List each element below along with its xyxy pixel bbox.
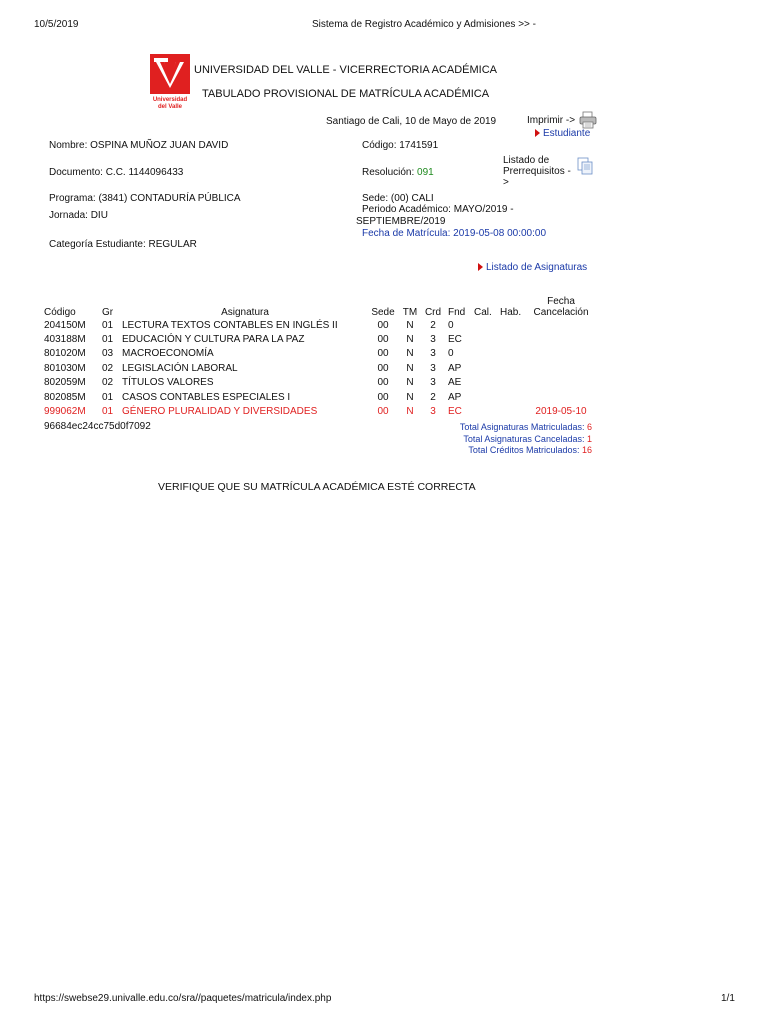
programa-row (49, 193, 241, 204)
print-page: 1/1 (721, 993, 735, 1004)
cell-cal (474, 332, 500, 346)
total-matriculadas (460, 422, 592, 434)
documento-value: C.C. 1144096433 (105, 167, 184, 178)
table-header-row (44, 290, 594, 318)
cell-crd: 3 (430, 406, 436, 418)
table-row (44, 361, 594, 375)
resolucion-row (362, 167, 434, 178)
periodo-value-2: SEPTIEMBRE/2019 (356, 216, 446, 227)
student-link-label: Estudiante (543, 128, 591, 139)
codigo-label: Código: (362, 140, 397, 151)
print-title: Sistema de Registro Académico y Admisiones >> - (312, 19, 536, 30)
categoria-row (49, 239, 197, 250)
periodo-value-1: MAYO/2019 - (453, 204, 514, 215)
logo-line2: del Valle (157, 104, 182, 110)
verify-message: VERIFIQUE QUE SU MATRÍCULA ACADÉMICA ESTÉ CORRECTA (158, 481, 476, 493)
total-creditos-value: 16 (581, 445, 592, 455)
cell-gr: 02 (102, 377, 114, 389)
table-row (44, 332, 594, 346)
categoria-label: Categoría Estudiante: (49, 239, 146, 250)
univalle-logo-icon (150, 54, 190, 94)
cell-sede: 00 (377, 362, 389, 374)
cell-crd: 3 (430, 362, 436, 374)
sede-label: Sede: (362, 193, 389, 204)
total-matriculadas-value: 6 (586, 422, 592, 432)
cell-fecha: 2019-05-10 (535, 406, 587, 418)
logo-line1: Universidad (152, 97, 188, 103)
cell-gr: 02 (102, 362, 114, 374)
resolucion-value: 091 (417, 167, 434, 178)
cell-codigo: 801030M (44, 362, 86, 374)
cell-asignatura: EDUCACIÓN Y CULTURA PARA LA PAZ (122, 334, 305, 346)
col-codigo: Código (44, 307, 76, 318)
cell-hab (500, 332, 528, 346)
cell-crd: 2 (430, 319, 436, 331)
cell-crd: 3 (430, 334, 436, 346)
nombre-row (49, 140, 228, 151)
document-copy-icon[interactable] (577, 157, 593, 178)
cell-fnd: AP (448, 362, 462, 374)
cell-fnd: EC (448, 334, 462, 346)
cell-asignatura: LECTURA TEXTOS CONTABLES EN INGLÉS II (122, 319, 338, 331)
cell-hab (500, 390, 528, 404)
total-creditos-label: Total Créditos Matriculados: (468, 445, 580, 455)
table-row (44, 390, 594, 404)
total-matriculadas-label: Total Asignaturas Matriculadas: (459, 422, 585, 432)
cell-tm: N (406, 362, 414, 374)
cell-fnd: 0 (448, 319, 454, 331)
print-date: 10/5/2019 (34, 19, 79, 30)
programa-value: (3841) CONTADURÍA PÚBLICA (98, 193, 241, 204)
col-sede: Sede (371, 307, 395, 318)
cell-tm: N (406, 334, 414, 346)
cell-cal (474, 376, 500, 390)
cell-asignatura: GÉNERO PLURALIDAD Y DIVERSIDADES (122, 406, 318, 418)
fecha-matricula: Fecha de Matrícula: 2019-05-08 00:00:00 (362, 228, 547, 239)
col-fecha-line2: Cancelación (533, 307, 589, 318)
cell-asignatura: MACROECONOMÍA (122, 348, 214, 360)
cell-tm: N (406, 406, 414, 418)
arrow-right-icon (535, 129, 540, 137)
total-canceladas-label: Total Asignaturas Canceladas: (463, 433, 585, 444)
programa-label: Programa: (49, 193, 96, 204)
cell-cal (474, 318, 500, 332)
documento-label: Documento: (49, 167, 103, 178)
document-title: TABULADO PROVISIONAL DE MATRÍCULA ACADÉMICA (202, 88, 490, 100)
cell-sede: 00 (377, 319, 389, 331)
codigo-value: 1741591 (399, 140, 439, 151)
student-link[interactable] (535, 128, 590, 139)
prerequisites-link[interactable]: Listado de Prerrequisitos -> (503, 155, 571, 188)
cell-crd: 3 (430, 348, 436, 360)
col-crd: Crd (424, 307, 442, 318)
cell-tm: N (406, 319, 414, 331)
sede-row (362, 193, 434, 204)
resolucion-label: Resolución: (362, 167, 415, 178)
print-url: https://swebse29.univalle.edu.co/sra//paquetes/matricula/index.php (34, 993, 332, 1004)
cell-hab (500, 376, 528, 390)
nombre-value: OSPINA MUÑOZ JUAN DAVID (90, 140, 229, 151)
cell-cal (474, 361, 500, 375)
cell-crd: 2 (430, 391, 436, 403)
cell-asignatura: TÍTULOS VALORES (122, 377, 214, 389)
cell-cal (474, 404, 500, 418)
col-gr: Gr (102, 307, 114, 318)
cell-fnd: EC (448, 406, 462, 418)
periodo-label: Periodo Académico: (362, 204, 451, 215)
cell-tm: N (406, 348, 414, 360)
col-asignatura: Asignatura (221, 307, 269, 318)
cell-fecha (528, 361, 594, 375)
cell-sede: 00 (377, 406, 389, 418)
asignaturas-link-label: Listado de Asignaturas (486, 262, 588, 273)
cell-codigo: 204150M (44, 319, 86, 331)
cell-hab (500, 347, 528, 361)
cell-cal (474, 347, 500, 361)
arrow-right-icon (478, 263, 483, 271)
university-title: UNIVERSIDAD DEL VALLE - VICERRECTORIA ACADÉMICA (194, 64, 497, 76)
jornada-value: DIU (90, 210, 108, 221)
cell-hab (500, 318, 528, 332)
print-link[interactable]: Imprimir -> (527, 115, 576, 126)
col-tm: TM (402, 307, 418, 318)
cell-codigo: 802059M (44, 377, 86, 389)
cell-fecha (528, 376, 594, 390)
cell-codigo: 999062M (44, 406, 86, 418)
cell-codigo: 403188M (44, 334, 86, 346)
cell-sede: 00 (377, 377, 389, 389)
col-fnd: Fnd (448, 307, 466, 318)
table-row-cancelled (44, 404, 594, 418)
documento-row (49, 167, 183, 178)
cell-fecha (528, 390, 594, 404)
cell-fnd: 0 (448, 348, 454, 360)
col-cal: Cal. (474, 307, 492, 318)
cell-hab (500, 361, 528, 375)
cell-asignatura: CASOS CONTABLES ESPECIALES I (122, 391, 291, 403)
cell-codigo: 802085M (44, 391, 86, 403)
cell-hab (500, 404, 528, 418)
col-hab: Hab. (500, 307, 522, 318)
codigo-row (362, 140, 438, 151)
cell-gr: 03 (102, 348, 114, 360)
categoria-value: REGULAR (148, 239, 197, 250)
asignaturas-link[interactable] (478, 262, 587, 273)
cell-fecha (528, 347, 594, 361)
cell-crd: 3 (430, 377, 436, 389)
total-creditos (460, 445, 592, 457)
cell-codigo: 801020M (44, 348, 86, 360)
cell-sede: 00 (377, 348, 389, 360)
table-row (44, 347, 594, 361)
table-row (44, 376, 594, 390)
cell-sede: 00 (377, 391, 389, 403)
cell-asignatura: LEGISLACIÓN LABORAL (122, 362, 238, 374)
place-date: Santiago de Cali, 10 de Mayo de 2019 (326, 116, 497, 127)
total-canceladas (460, 434, 592, 446)
cell-gr: 01 (102, 391, 114, 403)
cell-gr: 01 (102, 334, 114, 346)
cell-fecha (528, 332, 594, 346)
verification-hash: 96684ec24cc75d0f7092 (44, 421, 151, 432)
cell-fecha (528, 318, 594, 332)
col-fecha-line1: Fecha (547, 296, 575, 307)
cell-gr: 01 (102, 406, 114, 418)
table-row (44, 318, 594, 332)
cell-fnd: AE (448, 377, 462, 389)
total-canceladas-value: 1 (586, 433, 592, 444)
courses-table (44, 290, 594, 419)
cell-tm: N (406, 391, 414, 403)
univalle-logo (150, 54, 190, 110)
cell-sede: 00 (377, 334, 389, 346)
cell-gr: 01 (102, 319, 114, 331)
periodo-row (362, 204, 514, 215)
col-fecha (528, 290, 594, 318)
cell-tm: N (406, 377, 414, 389)
cell-fnd: AP (448, 391, 462, 403)
totals-block (460, 422, 592, 457)
jornada-row (49, 210, 108, 221)
jornada-label: Jornada: (49, 210, 88, 221)
nombre-label: Nombre: (49, 140, 88, 151)
cell-cal (474, 390, 500, 404)
sede-value: (00) CALI (390, 193, 434, 204)
